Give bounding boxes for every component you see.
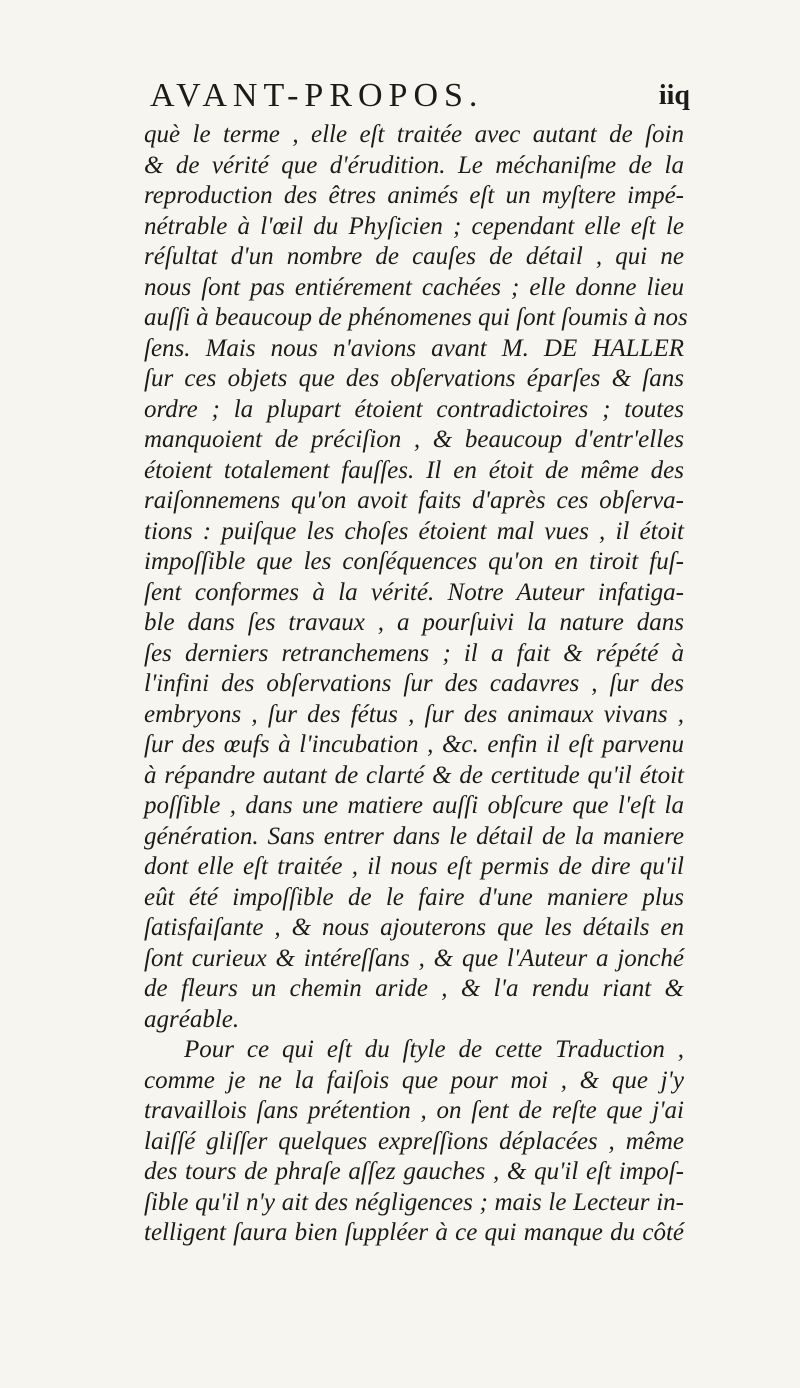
text-line: telligent ſaura bien ſuppléer à ce qui manque du côté <box>144 1219 684 1246</box>
text-line: l'infini des obſervations ſur des cadavres , ſur des <box>144 670 684 697</box>
text-line: ſatisfaiſante , & nous ajouterons que les détails en <box>144 914 684 941</box>
text-line: réſultat d'un nombre de cauſes de détail , qui ne <box>144 243 684 270</box>
text-line: poſſible , dans une matiere auſſi obſcure que l'eſt la <box>144 792 684 819</box>
text-line: ſes derniers retranchemens ; il a fait & répété à <box>144 639 684 667</box>
text-line: des tours de phraſe aſſez gauches , & qu'il eſt impoſ- <box>144 1158 684 1185</box>
body-text <box>144 120 688 1249</box>
text-line: agréable. <box>144 1005 240 1033</box>
text-line: embryons , ſur des fétus , ſur des animaux vivans , <box>144 700 684 728</box>
text-line: tions : puiſque les choſes étoient mal vues , il étoit <box>144 517 684 545</box>
text-line: què le terme , elle eſt traitée avec autant de ſoin <box>144 121 684 148</box>
text-line: nétrable à l'œil du Phyſicien ; cependant elle eſt le <box>144 212 684 240</box>
text-line: ſur ces objets que des obſervations éparſes & ſans <box>144 365 684 392</box>
text-line: ordre ; la plupart étoient contradictoires ; toutes <box>144 395 684 423</box>
text-line: ble dans ſes travaux , a pourſuivi la nature dans <box>144 609 684 636</box>
text-line: impoſſible que les conſéquences qu'on en tiroit fuſ- <box>144 548 684 575</box>
text-line: de fleurs un chemin aride , & l'a rendu riant & <box>144 975 684 1002</box>
text-line: reproduction des êtres animés eſt un myſtere impé- <box>144 182 684 209</box>
text-line: raiſonnemens qu'on avoit faits d'après ces obſerva- <box>144 487 684 514</box>
text-line: auſſi à beaucoup de phénomenes qui ſont ſoumis à nos <box>144 304 688 331</box>
text-line: génération. Sans entrer dans le détail de la maniere <box>144 822 684 850</box>
text-line: & de vérité que d'érudition. Le méchaniſme de la <box>144 151 684 179</box>
text-line: laiſſé gliſſer quelques expreſſions déplacées , même <box>144 1127 684 1155</box>
text-line: ſur des œufs à l'incubation , &c. enfin il eſt parvenu <box>144 731 684 758</box>
text-line: eût été impoſſible de le faire d'une maniere plus <box>144 883 684 911</box>
text-line: ſent conformes à la vérité. Notre Auteur infatiga- <box>144 578 684 606</box>
page-number: iiq <box>658 80 690 111</box>
text-line: Pour ce qui eſt du ſtyle de cette Traduction , <box>184 1036 684 1063</box>
text-line: étoient totalement fauſſes. Il en étoit de même des <box>144 456 684 484</box>
text-line: manquoient de préciſion , & beaucoup d'entr'elles <box>144 426 684 453</box>
text-line: à répandre autant de clarté & de certitude qu'il étoit <box>144 761 684 789</box>
text-line: comme je ne la faiſois que pour moi , & que j'y <box>144 1066 684 1094</box>
text-line: ſont curieux & intéreſſans , & que l'Auteur a jonché <box>144 944 684 972</box>
running-head <box>150 74 690 118</box>
text-line: nous ſont pas entiérement cachées ; elle donne lieu <box>144 273 684 301</box>
text-line: ſens. Mais nous n'avions avant M. DE HALLER <box>144 334 684 362</box>
text-line: ſible qu'il n'y ait des négligences ; mais le Lecteur in- <box>144 1188 684 1216</box>
text-line: travaillois ſans prétention , on ſent de reſte que j'ai <box>144 1097 684 1124</box>
running-title: AVANT-PROPOS. <box>150 77 484 114</box>
text-line: dont elle eſt traitée , il nous eſt permis de dire qu'il <box>144 853 684 880</box>
